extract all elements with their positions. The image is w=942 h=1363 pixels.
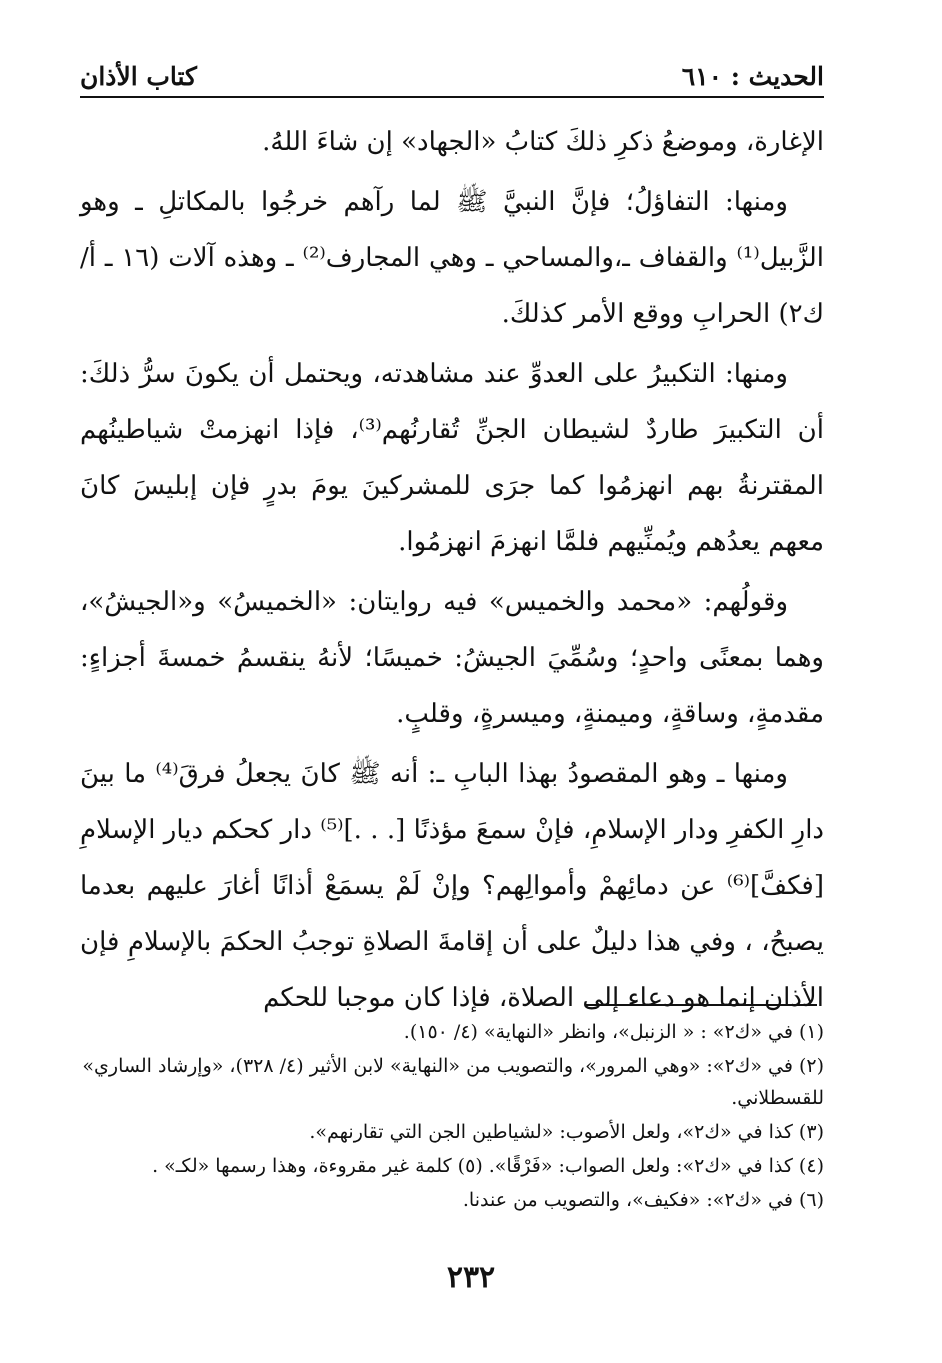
book-title: كتاب الأذان: [80, 61, 197, 91]
footnote: (١) في «ك٢» : « الزنبل»، وانظر «النهاية» (٤/ ١٥٠).: [403, 1021, 824, 1043]
footnote: (٣) كذا في «ك٢»، ولعل الأصوب: «لشياطين الجن التي تقارنهم».: [309, 1121, 824, 1143]
page-number: ٢٣٢: [446, 1260, 496, 1295]
running-header: [80, 56, 824, 98]
paragraph: ومنها ـ وهو المقصودُ بهذا البابِ ـ: أنه ﷺ كانَ يجعلُ فرقَ⁽⁴⁾ ما بينَ دارِ الكفرِ ودار الإسلامِ، فإنْ سمعَ مؤذنًا [. . .]⁽⁵⁾ دار كحكم ديار الإسلامِ [فكفَّ]⁽⁶⁾ عن دمائِهمْ وأموالِهم؟ وإنْ لَمْ يسمَعْ أذانًا أغارَ عليهم بعدما يصبحُ، ، وفي هذا دليلٌ على أن إقامةَ الصلاةِ توجبُ الحكمَ بالإسلامِ فإن الأذان إنما هو دعاء إلى الصلاة، فإذا كان موجبا للحكم: [80, 759, 824, 1013]
footnote-divider: [585, 1004, 817, 1006]
main-text: [80, 114, 824, 1030]
footnote: (٤) كذا في «ك٢»: ولعل الصواب: «فَرْقًا». (٥) كلمة غير مقروءة، وهذا رسمها «لكـ» .: [152, 1155, 824, 1177]
paragraph: وقولُهم: «محمد والخميس» فيه روايتان: «الخميسُ» و«الجيشُ»، وهما بمعنًى واحدٍ؛ وسُمِّيَ الجيشُ: خميسًا؛ لأنهُ ينقسمُ خمسةَ أجزاءٍ: مقدمةٍ، وساقةٍ، وميمنةٍ، وميسرةٍ، وقلبٍ.: [80, 587, 824, 729]
footnote: (٢) في «ك٢»: «وهي المرور»، والتصويب من «النهاية» لابن الأثير (٤/ ٣٢٨)، «وإرشاد الساري» للقسطلاني.: [82, 1055, 824, 1109]
hadith-number: الحديث : ٦١٠: [681, 61, 824, 91]
footnote: (٦) في «ك٢»: «فكيف»، والتصويب من عندنا.: [462, 1189, 824, 1211]
paragraph: ومنها: التفاؤلُ؛ فإنَّ النبيَّ ﷺ لما رآهم خرجُوا بالمكاتلِ ـ وهو الزَّبيل⁽¹⁾ والقفاف ـ،والمساحي ـ وهي المجارف⁽²⁾ ـ وهذه آلات (١٦ ـ أ/ ك٢) الحرابِ ووقع الأمر كذلكَ.: [80, 187, 824, 329]
paragraph: الإغارة، وموضعُ ذكرِ ذلكَ كتابُ «الجهاد» إن شاءَ اللهُ.: [262, 127, 824, 157]
paragraph: ومنها: التكبيرُ على العدوِّ عند مشاهدته، ويحتمل أن يكونَ سرُّ ذلكَ: أن التكبيرَ طاردٌ لشيطان الجنِّ تُقارنُهم⁽³⁾، فإذا انهزمتْ شياطينُهم المقترنةُ بهم انهزمُوا كما جرَى للمشركينَ يومَ بدرٍ فإن إبليسَ كانَ معهم يعدُهم ويُمنِّيهم فلمَّا انهزمَ انهزمُوا.: [80, 359, 824, 557]
footnotes: [80, 1016, 824, 1218]
